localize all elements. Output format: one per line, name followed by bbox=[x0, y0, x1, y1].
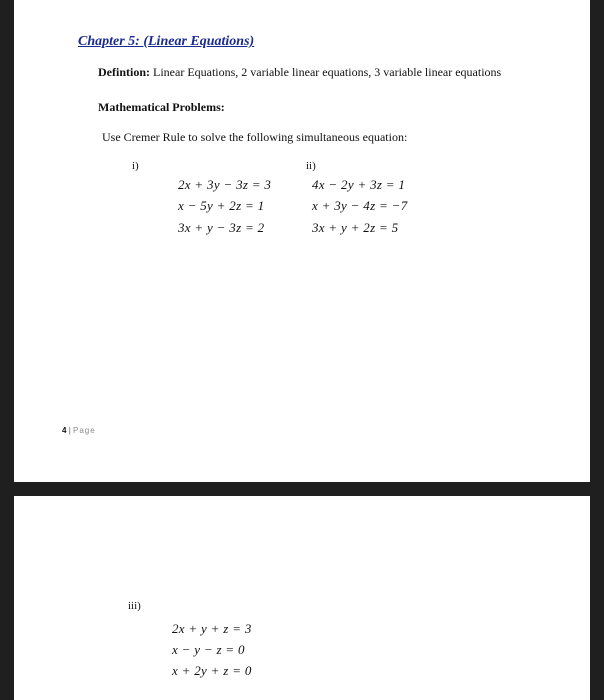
definition-text: Linear Equations, 2 variable linear equations, 3 variable linear equations bbox=[150, 65, 502, 79]
equation: 2x + y + z = 3 bbox=[172, 621, 252, 636]
equation: x + 2y + z = 0 bbox=[172, 663, 252, 678]
equation: 3x + y + 2z = 5 bbox=[312, 220, 399, 235]
system-label-ii: ii) bbox=[306, 160, 316, 172]
equation: x − 5y + 2z = 1 bbox=[178, 198, 265, 213]
page-label: Page bbox=[73, 426, 96, 435]
footer-separator: | bbox=[68, 426, 71, 435]
page-number: 4 bbox=[62, 426, 67, 435]
section-heading: Mathematical Problems: bbox=[98, 100, 225, 114]
equation: 2x + 3y − 3z = 3 bbox=[178, 177, 272, 192]
instruction-text: Use Cremer Rule to solve the following simultaneous equation: bbox=[102, 130, 408, 144]
definition-line bbox=[98, 65, 501, 80]
system-label-i: i) bbox=[132, 160, 139, 172]
system-label-iii: iii) bbox=[128, 600, 141, 612]
equation: x + 3y − 4z = −7 bbox=[312, 198, 408, 213]
equation: x − y − z = 0 bbox=[172, 642, 245, 657]
definition-term: Defintion: bbox=[98, 65, 150, 79]
equation: 4x − 2y + 3z = 1 bbox=[312, 177, 406, 192]
equation: 3x + y − 3z = 2 bbox=[178, 220, 265, 235]
document-page-4 bbox=[14, 0, 590, 482]
page-footer bbox=[62, 426, 96, 435]
chapter-title: Chapter 5: (Linear Equations) bbox=[78, 34, 255, 49]
document-page-5 bbox=[14, 496, 590, 700]
